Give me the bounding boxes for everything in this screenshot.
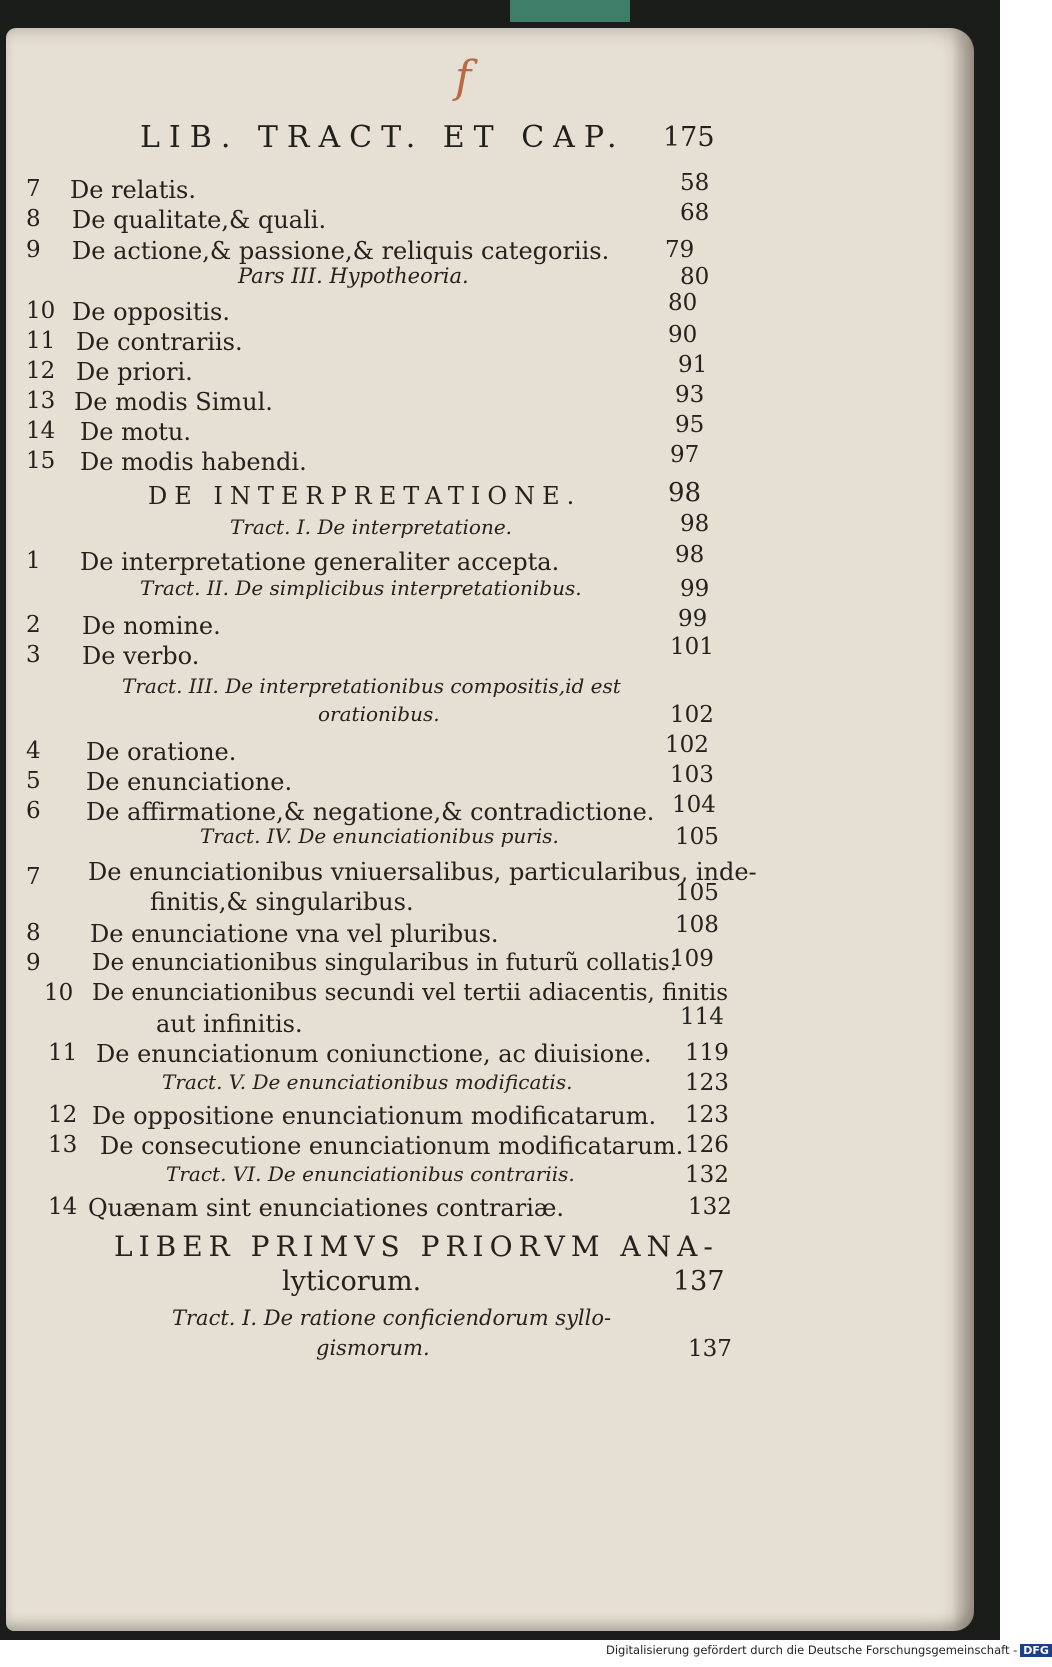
entry-title: De enunciationibus secundi vel tertii adiacentis, finitis: [92, 980, 729, 1006]
tract-heading: [0, 824, 1000, 856]
entry-title: Tract. III. De interpretationibus compositis,id est: [122, 674, 621, 698]
entry-title: De enunciatione vna vel pluribus.: [90, 920, 499, 948]
entry-page: 80: [680, 264, 710, 290]
list-item: [0, 1040, 1000, 1072]
entry-title: Tract. V. De enunciationibus modificatis.: [162, 1070, 573, 1094]
tract-heading: [0, 702, 1000, 734]
entry-page: 119: [685, 1040, 729, 1066]
list-item: [0, 1194, 1000, 1226]
entry-title: gismorum.: [316, 1336, 430, 1360]
entry-page: 98: [668, 478, 702, 508]
entry-title: De oppositione enunciationum modificatarum.: [92, 1102, 657, 1130]
entry-page: 90: [668, 322, 698, 348]
entry-page: 101: [670, 634, 714, 660]
entry-title: De affirmatione,& negatione,& contradictione.: [86, 798, 655, 826]
dfg-logo: DFG: [1020, 1644, 1052, 1657]
folio-number: 175: [663, 122, 715, 153]
running-head: LIB. TRACT. ET CAP.: [140, 120, 626, 155]
entry-number: 13: [26, 388, 56, 414]
tract-heading: [0, 511, 1000, 547]
entry-page: 105: [675, 880, 719, 906]
entry-number: 6: [26, 798, 41, 824]
list-item: [0, 412, 1000, 450]
entry-title: Pars III. Hypotheoria.: [238, 264, 469, 288]
entry-title: De interpretatione generaliter accepta.: [80, 548, 560, 576]
entry-number: 8: [26, 206, 41, 232]
list-item: [0, 762, 1000, 800]
tract-heading: [0, 576, 1000, 608]
entry-title: Tract. I. De interpretatione.: [230, 515, 513, 539]
entry-number: 15: [26, 448, 56, 474]
entry-page: 103: [670, 762, 714, 788]
entry-page: 80: [668, 290, 698, 316]
entry-page: 137: [688, 1336, 732, 1362]
list-item: [0, 442, 1000, 480]
entry-page: 98: [675, 542, 705, 568]
entry-number: 5: [26, 768, 41, 794]
entry-title: aut infinitis.: [156, 1010, 303, 1038]
tract-heading: [0, 1162, 1000, 1194]
entry-number: 12: [48, 1102, 78, 1128]
entry-title: Tract. II. De simplicibus interpretationibus.: [140, 576, 582, 600]
entry-page: 102: [670, 702, 714, 728]
entry-number: 1: [26, 548, 41, 574]
list-item: [0, 322, 1000, 360]
list-item: [0, 606, 1000, 644]
list-item: [0, 946, 1000, 982]
entry-page: 68: [680, 200, 710, 226]
entry-page: 126: [685, 1132, 729, 1158]
entry-title: De enunciationibus singularibus in futurũ collatis.: [92, 950, 678, 976]
entry-page: 98: [680, 511, 710, 537]
entry-title: LIBER PRIMVS PRIORVM ANA-: [114, 1230, 719, 1263]
entry-number: 7: [26, 176, 41, 202]
entry-title: De contrariis.: [76, 328, 243, 356]
list-item: [0, 352, 1000, 390]
entry-number: 12: [26, 358, 56, 384]
entry-title: DE INTERPRETATIONE.: [148, 482, 582, 510]
entry-number: 3: [26, 642, 41, 668]
entry-page: 123: [685, 1070, 729, 1096]
list-item: [0, 290, 1000, 330]
entry-title: De motu.: [80, 418, 192, 446]
entry-title: De modis habendi.: [80, 448, 307, 476]
entry-title: De enunciationum coniunctione, ac diuisione.: [96, 1040, 652, 1068]
entry-page: 132: [685, 1162, 729, 1188]
entry-title: lyticorum.: [282, 1266, 422, 1297]
signature-mark: f: [455, 52, 472, 103]
entry-title: Tract. I. De ratione conficiendorum syllo-: [172, 1306, 612, 1330]
entry-title: De enunciationibus vniuersalibus, particularibus, inde-: [88, 858, 757, 886]
entry-number: 11: [26, 328, 56, 354]
entry-number: 7: [26, 864, 41, 890]
entry-number: 14: [26, 418, 56, 444]
list-item: [0, 1132, 1000, 1164]
entry-number: 14: [48, 1194, 78, 1220]
entry-number: 11: [48, 1040, 78, 1066]
entry-title: De verbo.: [82, 642, 200, 670]
entry-number: 9: [26, 950, 41, 976]
entry-page: 93: [675, 382, 705, 408]
entry-title: orationibus.: [318, 702, 440, 726]
credit-text: Digitalisierung gefördert durch die Deutsche Forschungsgemeinschaft -: [606, 1643, 1018, 1657]
entry-title: De actione,& passione,& reliquis categoriis.: [72, 237, 610, 265]
entry-number: 13: [48, 1132, 78, 1158]
entry-title: Quænam sint enunciationes contrariæ.: [88, 1194, 565, 1222]
section-heading: [0, 478, 1000, 514]
entry-page: 114: [680, 1004, 724, 1030]
entry-title: De oppositis.: [72, 298, 230, 326]
entry-number: 4: [26, 738, 41, 764]
list-item: [0, 858, 1000, 890]
entry-number: 2: [26, 612, 41, 638]
list-item: [0, 732, 1000, 770]
book-heading: [0, 1266, 1000, 1298]
entry-title: De priori.: [76, 358, 193, 386]
entry-title: De consecutione enunciationum modificatarum.: [100, 1132, 684, 1160]
entry-title: Tract. IV. De enunciationibus puris.: [200, 824, 559, 848]
entry-number: 9: [26, 237, 41, 263]
book-heading: [0, 1230, 1000, 1262]
entry-title: finitis,& singularibus.: [150, 888, 414, 916]
entry-page: 91: [678, 352, 708, 378]
entry-number: 10: [44, 980, 74, 1006]
list-item: [0, 200, 1000, 238]
entry-title: Tract. VI. De enunciationibus contrariis.: [166, 1162, 575, 1186]
entry-page: 123: [685, 1102, 729, 1128]
tract-heading: [0, 1070, 1000, 1102]
entry-page: 95: [675, 412, 705, 438]
entry-page: 105: [675, 824, 719, 850]
list-item: [0, 634, 1000, 674]
entry-page: 58: [680, 170, 710, 196]
list-item: [0, 912, 1000, 952]
entry-page: 99: [680, 576, 710, 602]
section-heading: [0, 264, 1000, 296]
entry-number: 8: [26, 920, 41, 946]
entry-page: 104: [672, 792, 716, 818]
entry-page: 137: [673, 1266, 725, 1297]
entry-page: 132: [688, 1194, 732, 1220]
entry-page: 99: [678, 606, 708, 632]
entry-title: De relatis.: [70, 176, 196, 204]
entry-number: 10: [26, 298, 56, 324]
list-item: [0, 880, 1000, 920]
entry-title: De qualitate,& quali.: [72, 206, 327, 234]
entry-page: 97: [670, 442, 700, 468]
entry-page: 102: [665, 732, 709, 758]
list-item: [0, 170, 1000, 208]
digitization-credit: [606, 1643, 1052, 1657]
tract-heading: [0, 1336, 1000, 1368]
list-item: [0, 1004, 1000, 1042]
entry-page: 79: [665, 237, 695, 263]
entry-page: 108: [675, 912, 719, 938]
entry-page: 109: [670, 946, 714, 972]
entry-title: De modis Simul.: [74, 388, 273, 416]
list-item: [0, 1102, 1000, 1134]
entry-title: De oratione.: [86, 738, 237, 766]
list-item: [0, 980, 1000, 1012]
entry-title: De nomine.: [82, 612, 221, 640]
entry-title: De enunciatione.: [86, 768, 293, 796]
tract-heading: [0, 1306, 1000, 1338]
list-item: [0, 382, 1000, 420]
